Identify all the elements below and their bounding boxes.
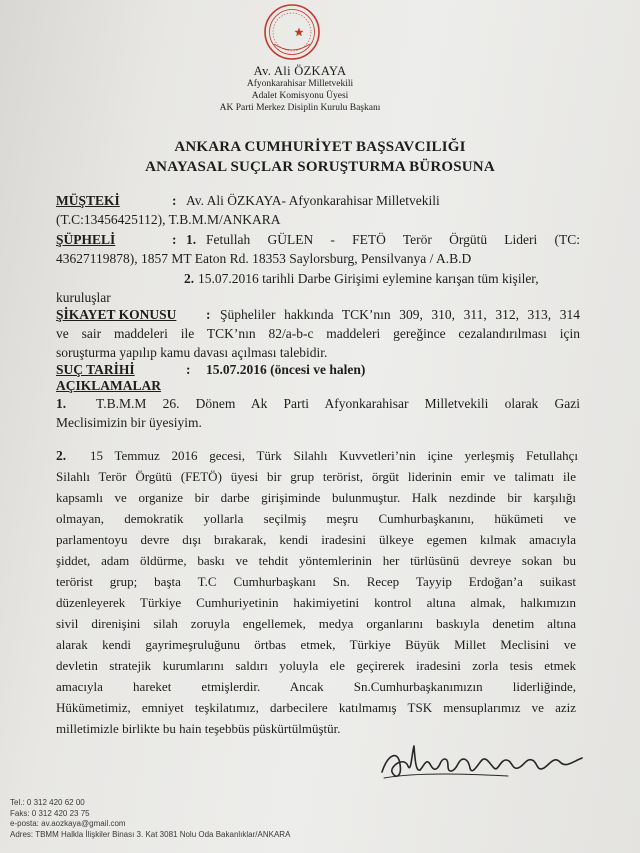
recipient-block <box>60 137 580 177</box>
paragraph-text: düzenleyerek Türkiye Cumhuriyetinin hakimiyetini kontrol altına almak, halkımızın <box>56 595 576 610</box>
supheli-text: 15.07.2016 tarihli Darbe Girişimi eylemine karışan tüm kişiler, <box>198 271 539 286</box>
supheli-text: Fetullah GÜLEN - FETÖ Terör Örgütü Lideri (TC: <box>206 232 580 247</box>
colon: : <box>172 193 177 208</box>
sender-name: Av. Ali ÖZKAYA <box>253 64 347 78</box>
sender-role: AK Parti Merkez Disiplin Kurulu Başkanı <box>219 103 381 113</box>
sender-role: Afyonkarahisar Milletvekili <box>246 79 354 89</box>
paragraph-text: 15 Temmuz 2016 gecesi, Türk Silahlı Kuvvetleri’nin içine yerleşmiş Fetullahçı <box>90 448 578 463</box>
paragraph-text: Meclisimizin bir üyesiyim. <box>56 415 202 430</box>
footer-email: e-posta: av.aozkaya@gmail.com <box>10 819 126 828</box>
sikayet-text: ve sair maddeleri ile TCK’nın 82/a-b-c maddeleri gereğince cezalandırılması için <box>56 326 580 341</box>
paragraph-text: milletimizle birlikte bu hain teşebbüs püskürtülmüştür. <box>56 721 341 736</box>
paragraph-number: 2. <box>56 448 67 463</box>
paragraph-text: T.B.M.M 26. Dönem Ak Parti Afyonkarahisar Milletvekili olarak Gazi <box>96 396 580 411</box>
supheli-number: 2. <box>184 271 195 286</box>
suc-tarihi-value: 15.07.2016 (öncesi ve halen) <box>206 362 366 377</box>
paragraph-text: şiddet, adam öldürme, baskı ve tehdit yöntemlerinin her türlüsünü devreye sokan bu <box>56 553 576 568</box>
paragraph-text: kapsamlı ve organize bir darbe girişiminde bulunmuştur. Halk nezdinde bir karşılığı <box>56 490 576 505</box>
paragraph-text: terörist grup; başta T.C Cumhurbaşkanı Sn. Recep Tayyip Erdoğan’a suikast <box>56 574 576 589</box>
paragraph-number: 1. <box>56 396 67 411</box>
aciklamalar-label: AÇIKLAMALAR <box>56 378 162 393</box>
supheli-text: kuruluşlar <box>56 290 111 305</box>
footer-address: Adres: TBMM Halkla İlişkiler Binası 3. Kat 3081 Nolu Oda Bakanlıklar/ANKARA <box>10 829 291 839</box>
paragraph-text: olmayan, demokratik yollarla seçilmiş meşru Cumhurbaşkanını, hükümeti ve <box>56 511 576 526</box>
colon: : <box>186 362 191 377</box>
suc-tarihi-label: SUÇ TARİHİ <box>56 362 135 377</box>
supheli-text: 43627119878), 1857 MT Eaton Rd. 18353 Saylorsburg, Pensilvanya / A.B.D <box>56 251 472 266</box>
sender-role: Adalet Komisyonu Üyesi <box>251 91 349 101</box>
colon: : <box>206 307 211 322</box>
paragraph-text: parlamentoyu devre dışı bırakarak, kendi iradesini ülkeye egemen kılmak amacıyla <box>56 532 576 547</box>
colon: : <box>172 232 177 247</box>
paragraph-text: sivil direnişini silah zoruyla engellemek, medya organlarını baskıyla denetim altına <box>56 616 576 631</box>
tbmm-seal-icon <box>262 2 322 62</box>
contact-footer <box>10 798 290 840</box>
sikayet-text: Şüpheliler hakkında TCK’nın 309, 310, 311, 312, 313, 314 <box>220 307 580 322</box>
musteki-label: MÜŞTEKİ <box>56 193 120 208</box>
musteki-value: Av. Ali ÖZKAYA- Afyonkarahisar Milletvekili <box>186 193 440 208</box>
footer-fax: Faks: 0 312 420 23 75 <box>10 808 90 818</box>
recipient-line: ANKARA CUMHURİYET BAŞSAVCILIĞI <box>174 139 466 155</box>
recipient-line: ANAYASAL SUÇLAR SORUŞTURMA BÜROSUNA <box>145 159 495 175</box>
signature <box>378 742 588 788</box>
paragraph-text: devletin stratejik kurumlarını saldırı yoluyla ele geçirerek iradesini zorla tesis etmek <box>56 658 576 673</box>
paragraph-text: Hükümetimiz, emniyet teşkilatımız, darbecilere katılmamış TSK mensuplarımız ve aziz <box>56 700 576 715</box>
supheli-label: ŞÜPHELİ <box>56 232 116 247</box>
sender-block <box>170 64 430 114</box>
musteki-value: (T.C:13456425112), T.B.M.M/ANKARA <box>56 212 281 227</box>
footer-phone: Tel.: 0 312 420 62 00 <box>10 798 85 807</box>
sikayet-label: ŞİKAYET KONUSU <box>56 307 177 322</box>
paragraph-text: alarak kendi gayrimeşruluğunu örtbas etmek, Türkiye Büyük Millet Meclisini ve <box>56 637 576 652</box>
paragraph-text: Silahlı Terör Örgütü (FETÖ) üyesi bir grup terörist, örgüt liderinin emir ve talimatı ile <box>56 469 576 484</box>
paragraph-text: amacıyla hareket etmişlerdir. Ancak Sn.Cumhurbaşkanımızın liderliğinde, <box>56 679 576 694</box>
sikayet-text: soruşturma yapılıp kamu davası açılması talebidir. <box>56 345 328 360</box>
supheli-number: 1. <box>186 232 197 247</box>
